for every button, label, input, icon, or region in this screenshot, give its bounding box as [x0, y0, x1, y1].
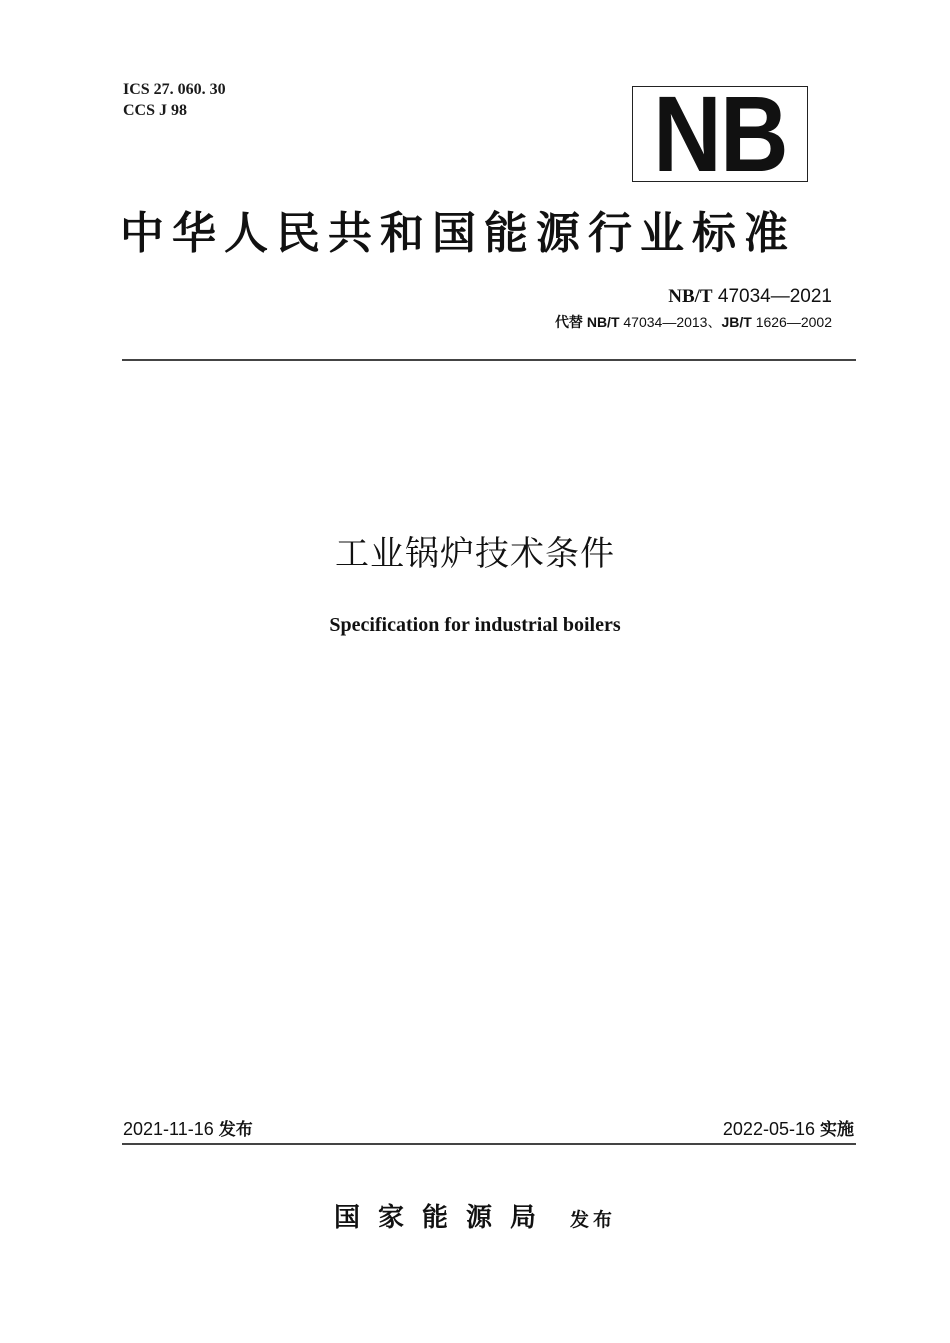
implementation-date: [723, 1117, 854, 1142]
document-title-english: Specification for industrial boilers: [329, 614, 621, 636]
standard-number: [668, 285, 832, 309]
standard-number-value: 47034—2021: [717, 286, 832, 307]
replaces-second-prefix: JB/T: [721, 314, 752, 330]
implementation-date-value: 2022-05-16: [722, 1119, 815, 1139]
implementation-date-label: 实施: [820, 1120, 854, 1140]
publisher-row: [0, 1200, 950, 1238]
page-title: 中华人民共和国能源行业标准: [120, 208, 796, 259]
publisher-name: 国家能源局: [333, 1203, 554, 1233]
document-title-chinese: 工业锅炉技术条件: [335, 534, 615, 574]
replaces-first-prefix: NB/T: [586, 314, 620, 330]
nb-logo: [632, 73, 808, 194]
top-divider: [122, 359, 856, 361]
replaces-second-value: 1626—2002: [755, 314, 832, 330]
ics-code: ICS 27. 060. 30: [123, 81, 226, 98]
standard-number-prefix: NB/T: [668, 286, 713, 307]
publish-verb: 发布: [570, 1209, 617, 1231]
issue-date-label: 发布: [218, 1120, 253, 1140]
nb-logo-mark: NB: [653, 73, 787, 194]
replaces-first-value: 47034—2013、: [623, 314, 722, 330]
replaces-standards: [555, 312, 832, 332]
bottom-divider: [122, 1143, 856, 1145]
issue-date-value: 2021-11-16: [123, 1119, 214, 1139]
ccs-code: CCS J 98: [123, 102, 188, 119]
replaces-label: 代替: [554, 314, 583, 330]
issue-date: [123, 1117, 253, 1142]
